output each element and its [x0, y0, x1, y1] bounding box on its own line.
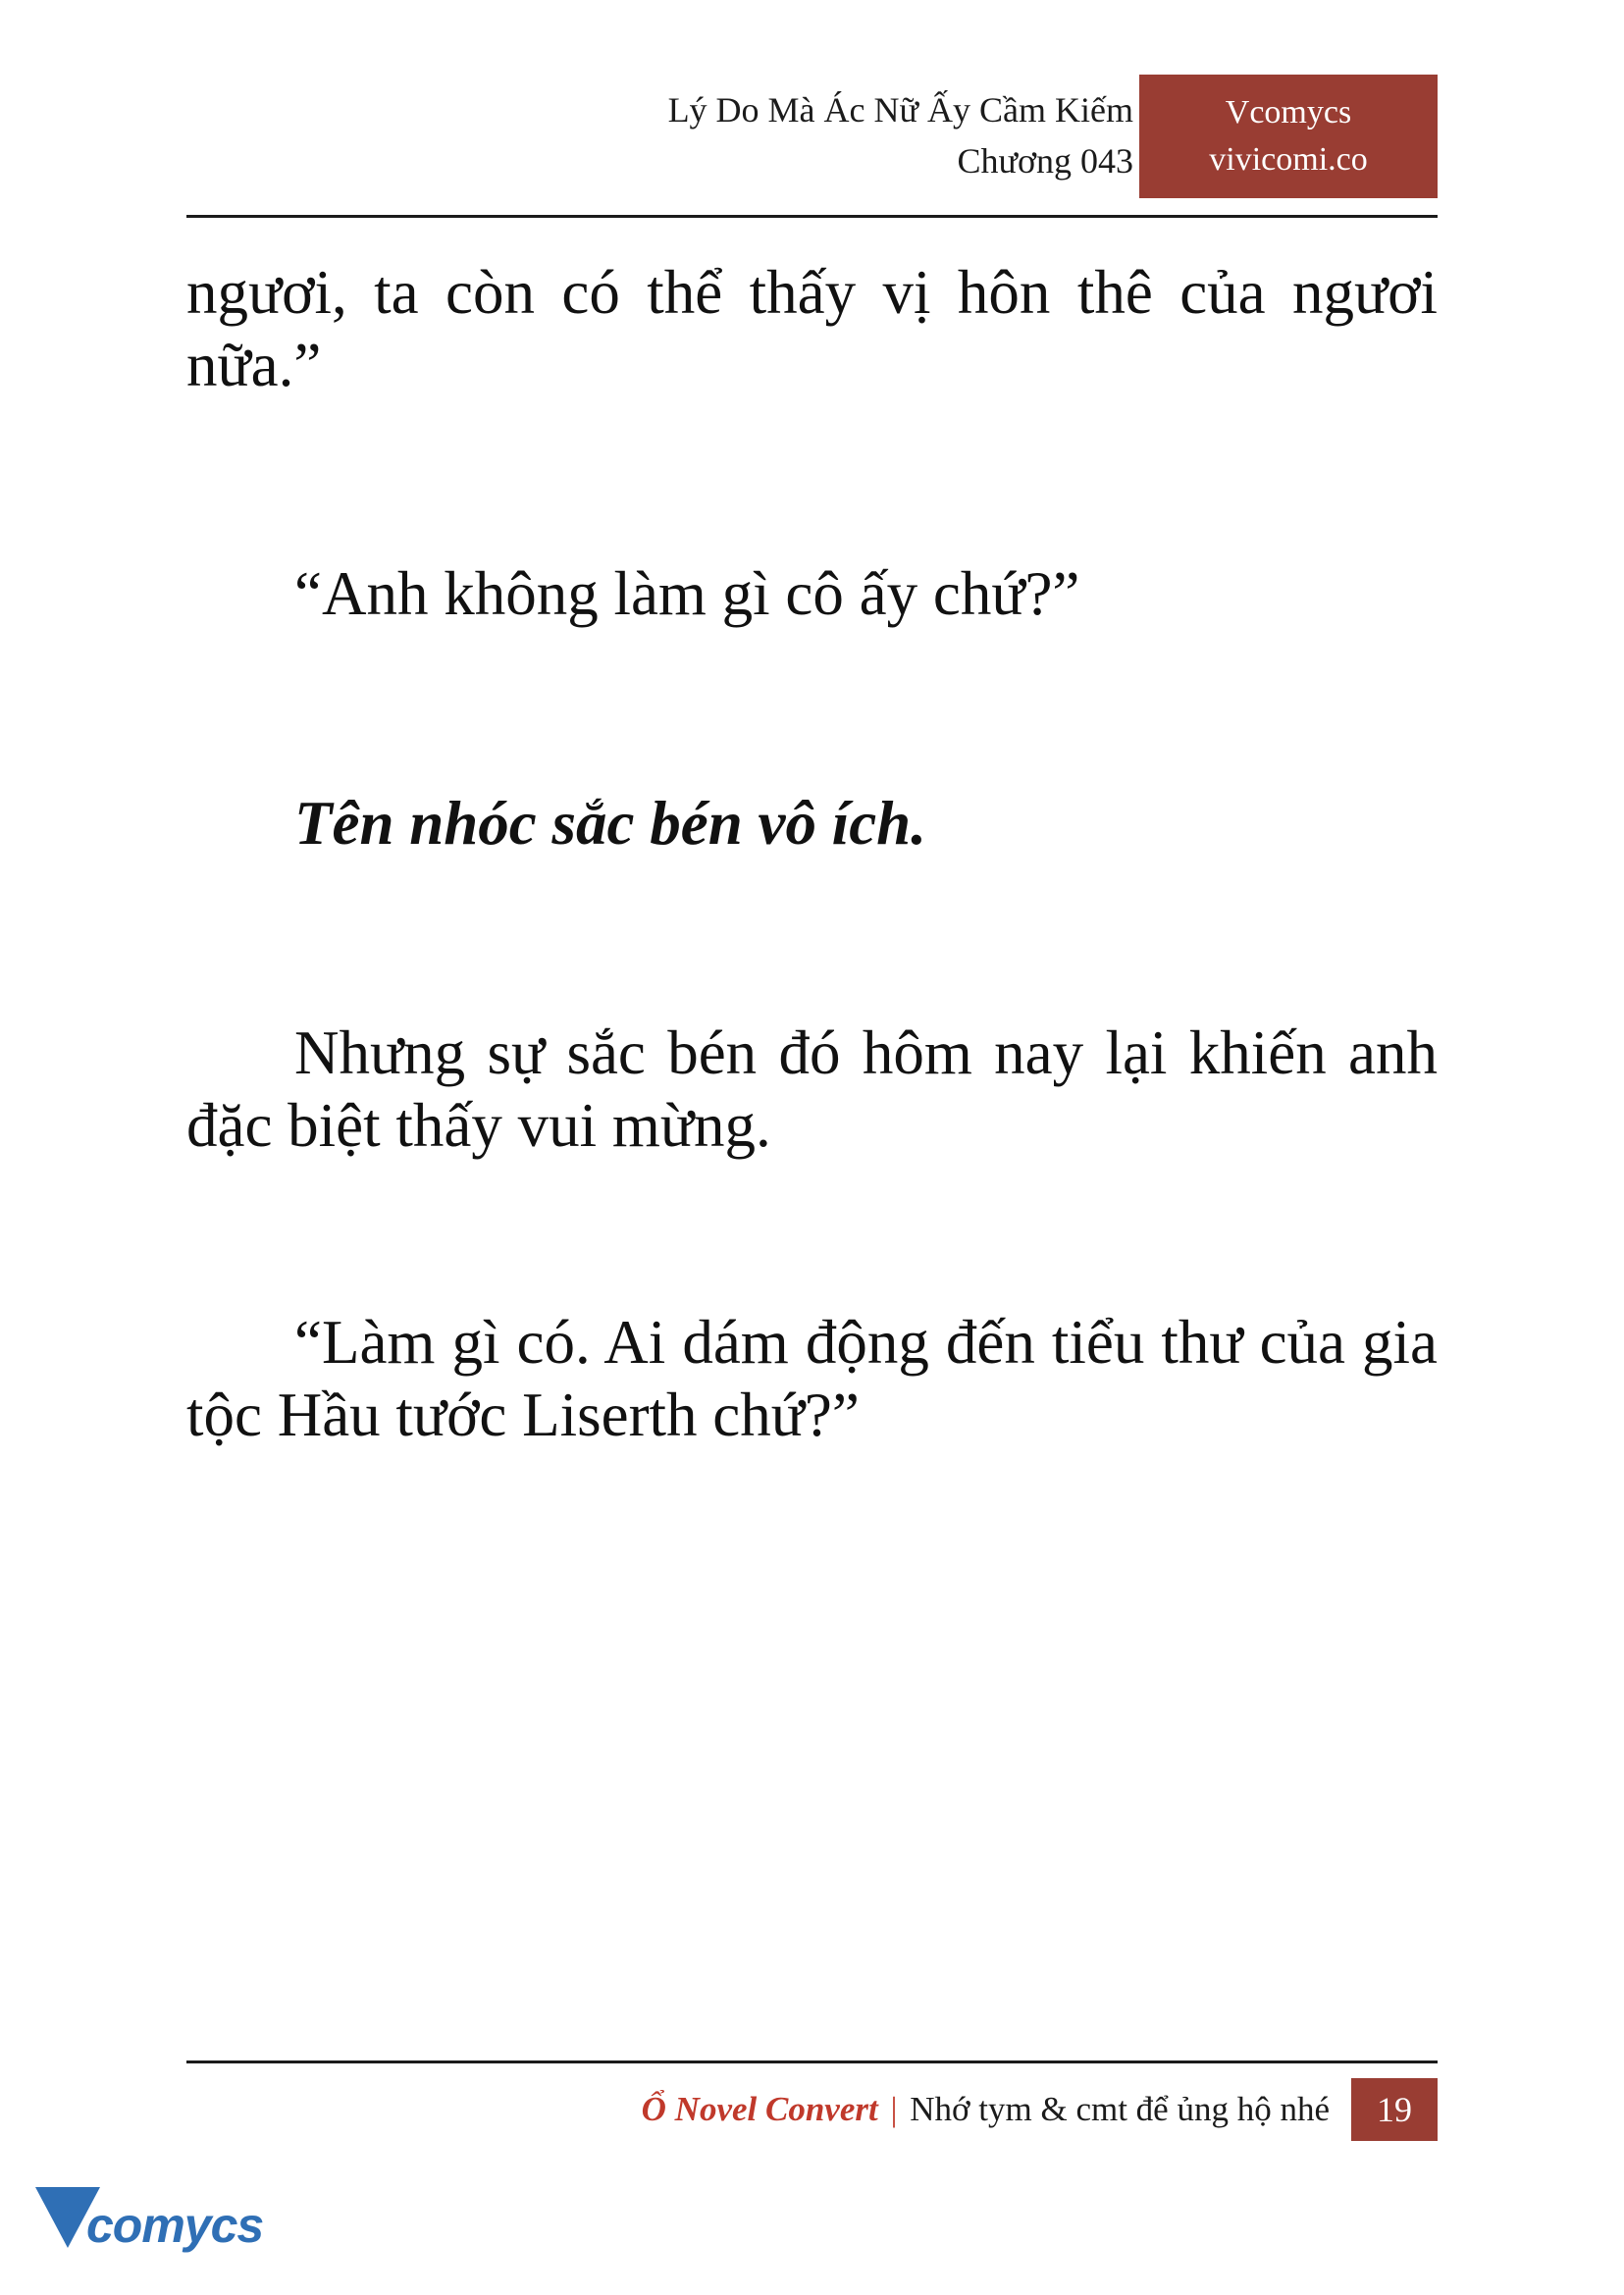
paragraph: ngươi, ta còn có thể thấy vị hôn thê của ngươi nữa.”	[186, 258, 1438, 399]
page-content	[186, 257, 1438, 1521]
paragraph: “Làm gì có. Ai dám động đến tiểu thư của gia tộc Hầu tước Liserth chứ?”	[186, 1308, 1438, 1449]
site-badge-name: Vcomycs	[1225, 93, 1352, 130]
footer-message: Nhớ tym & cmt để ủng hộ nhé	[910, 2090, 1330, 2128]
page-number: 19	[1351, 2078, 1438, 2141]
page-header	[186, 84, 1438, 212]
paragraph: Nhưng sự sắc bén đó hôm nay lại khiến anh đặc biệt thấy vui mừng.	[186, 1017, 1438, 1160]
vcomycs-watermark-logo	[35, 2179, 264, 2268]
watermark-label: comycs	[86, 2198, 264, 2253]
site-badge	[1139, 75, 1438, 198]
v-triangle-inner-icon	[84, 2264, 116, 2295]
chapter-label: Chương 043	[957, 141, 1133, 182]
header-divider	[186, 215, 1438, 218]
site-badge-url: vivicomi.co	[1209, 141, 1368, 178]
footer-brand: Ổ Novel Convert	[641, 2090, 878, 2128]
page-footer	[186, 2078, 1438, 2141]
footer-note	[642, 2090, 1351, 2129]
footer-separator: |	[890, 2090, 898, 2128]
footer-divider	[186, 2060, 1438, 2063]
paragraph: “Anh không làm gì cô ấy chứ?”	[294, 559, 1080, 629]
book-title: Lý Do Mà Ác Nữ Ấy Cầm Kiếm	[667, 90, 1133, 130]
header-title-block	[668, 84, 1133, 186]
paragraph: Tên nhóc sắc bén vô ích.	[294, 789, 926, 859]
